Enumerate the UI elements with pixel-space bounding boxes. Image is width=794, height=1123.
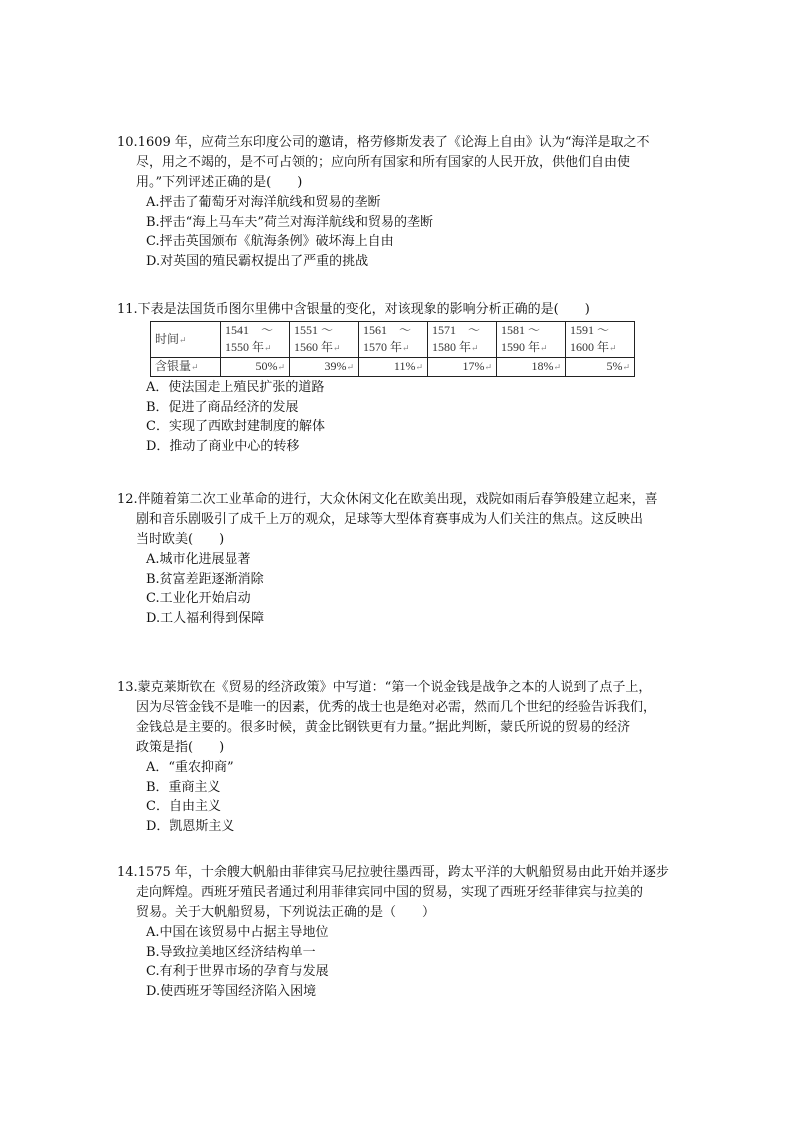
stem-line: 金钱总是主要的。很多时候，黄金比钢铁更有力量。”据此判断，蒙氏所说的贸易的经济 (136, 720, 631, 735)
option-b: B.贫富差距逐渐消除 (146, 571, 264, 587)
value-cell: 5%↵ (566, 358, 635, 377)
option-a: A.抨击了葡萄牙对海洋航线和贸易的垄断 (146, 195, 381, 210)
value-cell: 11%↵ (359, 358, 428, 377)
value: 17% (462, 359, 485, 373)
option-b: B.导致拉美地区经济结构单一 (146, 944, 316, 960)
option-a: A.中国在该贸易中占据主导地位 (146, 925, 329, 940)
period-start: 1561 ～ (363, 323, 412, 337)
question-13 (117, 678, 707, 836)
period-end: 1570 年 (363, 340, 403, 354)
period-start: 1541 ～ (225, 323, 274, 337)
option-c: C.工业化开始启动 (146, 591, 251, 606)
option-a: A．“重农抑商” (146, 760, 234, 775)
period-cell: 1561 ～ 1570 年↵ (359, 322, 428, 358)
period-cell: 1551 ～ 1560 年↵ (290, 322, 359, 358)
stem-line: 政策是指( ) (136, 740, 225, 755)
option-d: D.工人福利得到保障 (146, 610, 265, 626)
value-cell: 17%↵ (428, 358, 497, 377)
question-14 (117, 863, 707, 1001)
option-d: D.使西班牙等国经济陷入困境 (146, 983, 317, 999)
option-a: A.城市化进展显著 (146, 552, 251, 567)
period-cell: 1541 ～ 1550 年↵ (221, 322, 290, 358)
question-10 (117, 133, 707, 271)
value: 39% (324, 359, 347, 373)
value: 18% (531, 359, 554, 373)
period-cell: 1591 ～ 1600 年↵ (566, 322, 635, 358)
stem-line: 因为尽管金钱不是唯一的因素，优秀的战士也是绝对必需，然而几个世纪的经验告诉我们， (136, 700, 657, 715)
stem-line: 11.下表是法国货币图尔里佛中含银量的变化，对该现象的影响分析正确的是( ) (117, 302, 590, 317)
option-b: B．重商主义 (146, 779, 221, 795)
stem-line: 剧和音乐剧吸引了成千上万的观众，足球等大型体育赛事成为人们关注的焦点。这反映出 (136, 512, 644, 527)
header-label: 时间 (155, 331, 180, 346)
stem-line: 12.伴随着第二次工业革命的进行，大众休闲文化在欧美出现，戏院如雨后春笋般建立起来，喜 (117, 492, 658, 507)
question-11-stem (117, 300, 707, 320)
period-cell: 1581 ～ 1590 年↵ (497, 322, 566, 358)
question-13-stem (117, 678, 707, 758)
stem-line: 当时欧美( ) (136, 532, 225, 547)
question-14-stem (117, 863, 707, 923)
value-cell: 50%↵ (221, 358, 290, 377)
value-cell: 39%↵ (290, 358, 359, 377)
stem-line: 贸易。关于大帆船贸易，下列说法正确的是（ ） (136, 905, 436, 920)
option-d: D．推动了商业中心的转移 (146, 438, 300, 454)
option-b: B．促进了商品经济的发展 (146, 399, 299, 415)
period-start: 1591 ～ (570, 323, 610, 337)
table-row (151, 322, 635, 358)
option-a: A．使法国走上殖民扩张的道路 (146, 380, 325, 395)
option-c: C.有利于世界市场的孕育与发展 (146, 964, 329, 979)
question-12 (117, 490, 707, 628)
period-end: 1590 年 (501, 340, 541, 354)
option-d: D.对英国的殖民霸权提出了严重的挑战 (146, 253, 369, 269)
option-d: D．凯恩斯主义 (146, 818, 235, 834)
question-10-stem (117, 133, 707, 193)
value: 50% (255, 359, 278, 373)
row-label-cell: 含银量↵ (151, 358, 221, 377)
table-header-cell: 时间↵ (151, 322, 221, 358)
row-label: 含银量 (155, 359, 192, 373)
period-cell: 1571 ～ 1580 年↵ (428, 322, 497, 358)
option-c: C．实现了西欧封建制度的解体 (146, 419, 325, 434)
table-row (151, 358, 635, 377)
stem-line: 14.1575 年，十余艘大帆船由菲律宾马尼拉驶往墨西哥，跨太平洋的大帆船贸易由此开始并逐步 (117, 865, 669, 880)
stem-line: 13.蒙克莱斯钦在《贸易的经济政策》中写道：“第一个说金钱是战争之本的人说到了点子上， (117, 680, 652, 695)
question-12-stem (117, 490, 707, 550)
option-b: B.抨击“海上马车夫”荷兰对海洋航线和贸易的垄断 (146, 214, 433, 230)
option-c: C.抨击英国颁布《航海条例》破坏海上自由 (146, 234, 394, 249)
period-end: 1600 年 (570, 340, 610, 354)
period-start: 1571 ～ (432, 323, 481, 337)
period-start: 1551 ～ (294, 323, 334, 337)
stem-line: 走向辉煌。西班牙殖民者通过利用菲律宾同中国的贸易，实现了西班牙经菲律宾与拉美的 (136, 885, 644, 900)
period-start: 1581 ～ (501, 323, 541, 337)
stem-line: 10.1609 年，应荷兰东印度公司的邀请，格劳修斯发表了《论海上自由》认为“海洋是取之不 (117, 135, 650, 150)
silver-content-table (150, 321, 635, 377)
value: 11% (393, 359, 416, 373)
period-end: 1580 年 (432, 340, 472, 354)
stem-line: 尽，用之不竭的，是不可占领的；应向所有国家和所有国家的人民开放，供他们自由使 (136, 155, 631, 170)
question-11 (117, 300, 707, 456)
value: 5% (606, 359, 623, 373)
value-cell: 18%↵ (497, 358, 566, 377)
period-end: 1550 年 (225, 340, 265, 354)
period-end: 1560 年 (294, 340, 334, 354)
stem-line: 用。”下列评述正确的是( ) (136, 175, 303, 190)
option-c: C．自由主义 (146, 799, 221, 814)
